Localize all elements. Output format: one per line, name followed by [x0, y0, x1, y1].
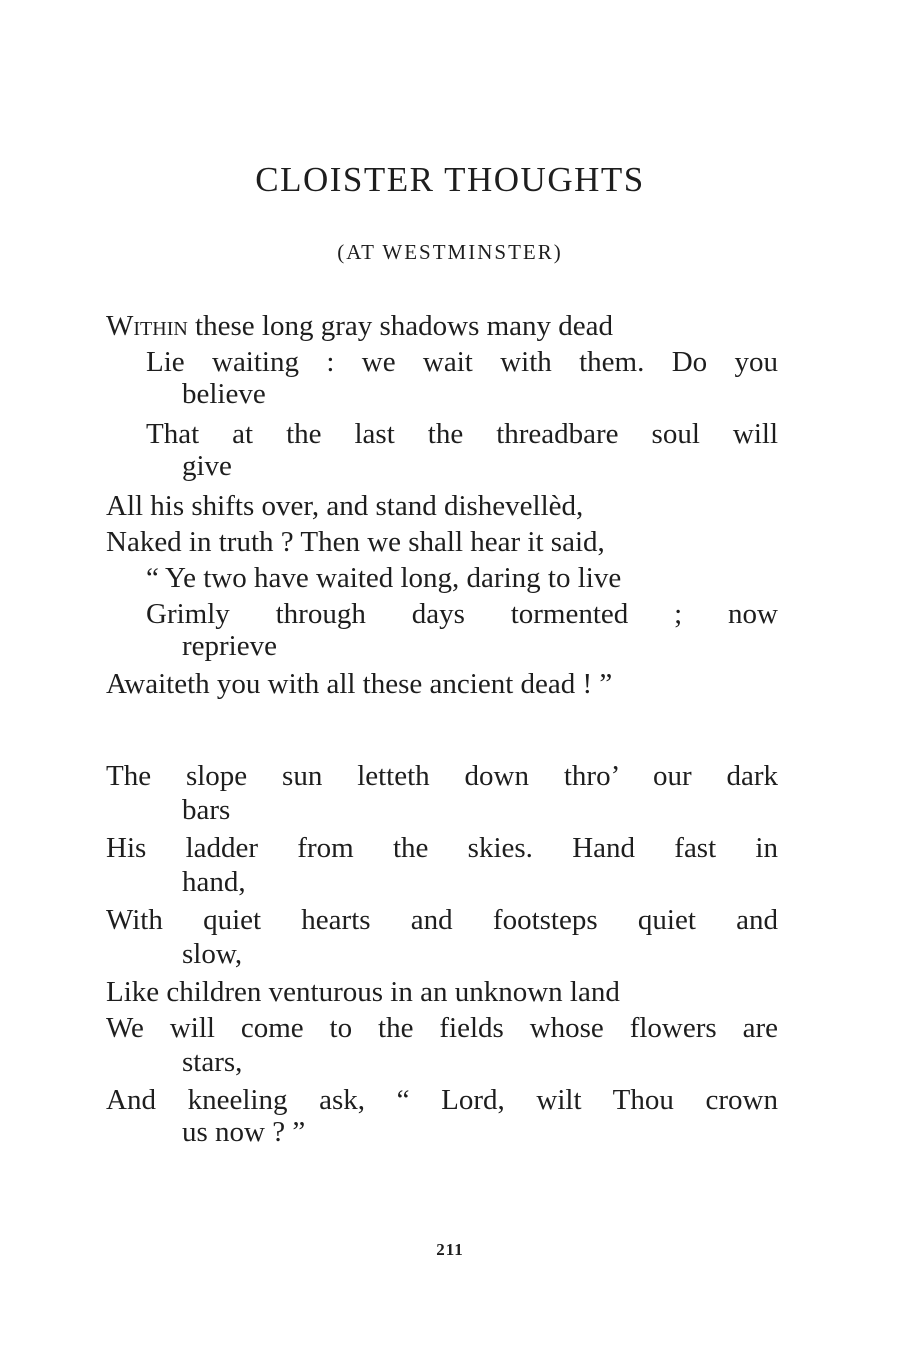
verse-line: We will come to the fields whose flowers are: [106, 1012, 778, 1044]
verse-line-wrap: hand,: [182, 866, 246, 898]
page-number: 211: [436, 1240, 464, 1259]
verse-line: The slope sun letteth down thro’ our dark: [106, 760, 778, 792]
verse-line: [106, 308, 778, 344]
verse-line: Naked in truth ? Then we shall hear it said,: [106, 526, 605, 558]
verse-line: His ladder from the skies. Hand fast in: [106, 832, 778, 864]
stanza-2: [106, 758, 778, 1150]
verse-line-wrap: slow,: [182, 938, 243, 970]
poem-subtitle: (AT WESTMINSTER): [337, 240, 563, 264]
verse-text: these long gray shadows many dead: [187, 310, 614, 342]
verse-line-wrap: us now ? ”: [182, 1116, 306, 1148]
verse-line: Grimly through days tormented ; now: [146, 598, 778, 630]
verse-line: All his shifts over, and stand dishevellèd,: [106, 490, 584, 522]
verse-line-wrap: bars: [182, 794, 231, 826]
verse-line: With quiet hearts and footsteps quiet and: [106, 904, 778, 936]
verse-line-wrap: give: [182, 450, 232, 482]
verse-line-wrap: reprieve: [182, 630, 277, 662]
verse-line-wrap: believe: [182, 378, 266, 410]
poem-title: CLOISTER THOUGHTS: [255, 160, 645, 199]
stanza-1: [106, 308, 778, 702]
verse-line: Like children venturous in an unknown land: [106, 976, 620, 1008]
verse-line: And kneeling ask, “ Lord, wilt Thou crown: [106, 1084, 778, 1116]
verse-line-wrap: stars,: [182, 1046, 243, 1078]
verse-line: That at the last the threadbare soul will: [146, 418, 778, 450]
verse-line: Awaiteth you with all these ancient dead ! ”: [106, 668, 613, 700]
drop-word: Within: [106, 310, 188, 342]
verse-line: “ Ye two have waited long, daring to live: [146, 562, 622, 594]
verse-line: Lie waiting : we wait with them. Do you: [146, 346, 778, 378]
